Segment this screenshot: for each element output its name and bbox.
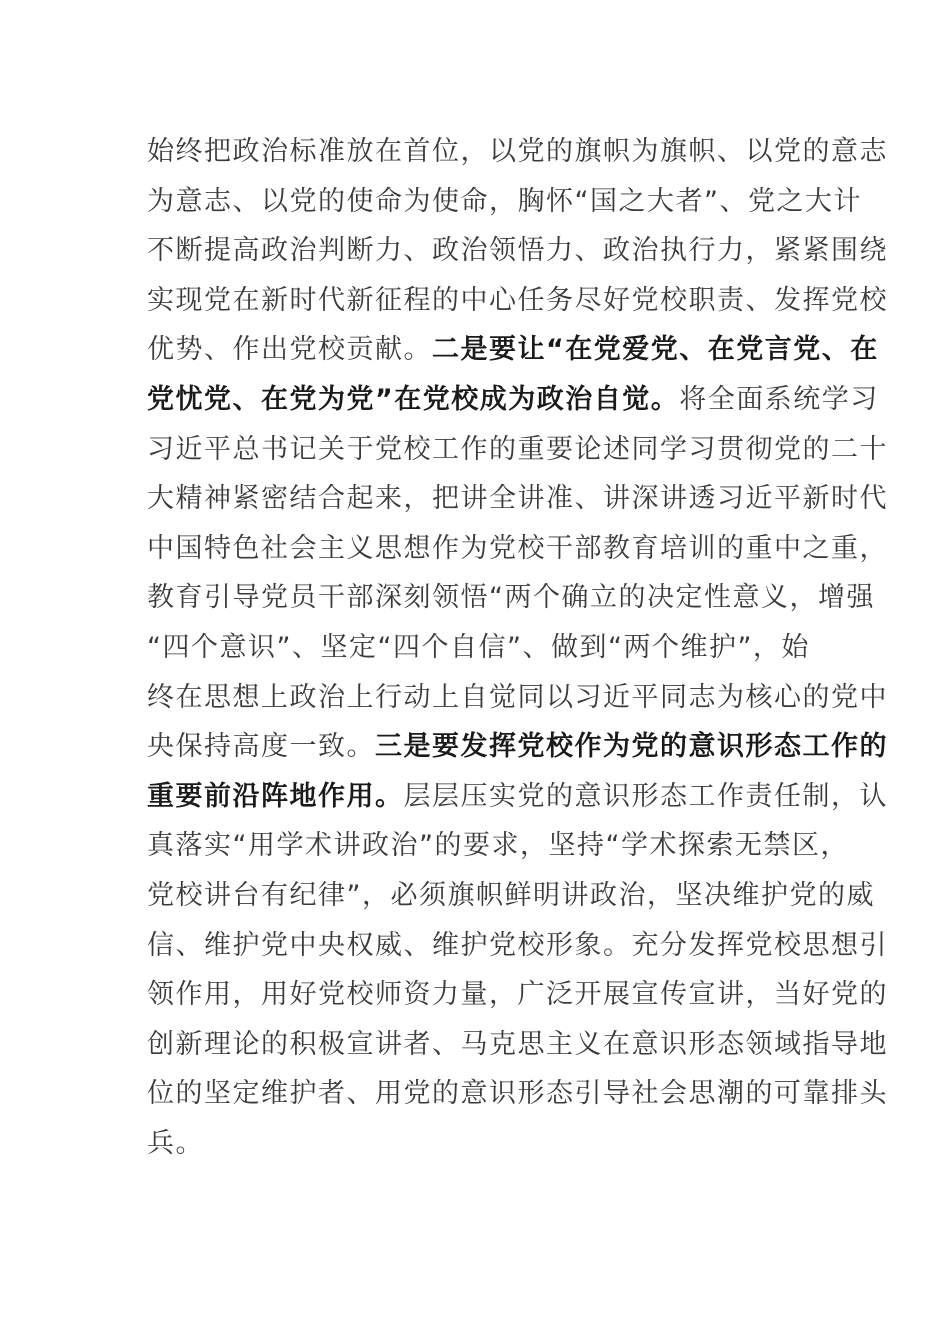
text-line [147, 524, 888, 574]
body-text: 真落实“用学术讲政治”的要求，坚持“学术探索无禁区， [147, 830, 849, 862]
text-line [147, 1069, 888, 1119]
text-line [147, 425, 888, 475]
bold-heading-text: 重要前沿阵地作用。 [147, 780, 404, 812]
bold-heading-text: 二是要让“在党爱党、在党言党、在 [432, 334, 879, 366]
text-line [147, 1119, 809, 1169]
body-text: 为意志、以党的使命为使命，胸怀“国之大者”、党之大计 [147, 185, 862, 217]
body-text: 位的坚定维护者、用党的意识形态引导社会思潮的可靠排头 [147, 1078, 888, 1110]
text-line [147, 871, 875, 921]
body-text: 教育引导党员干部深刻领悟“两个确立的决定性意义，增强 [147, 582, 875, 614]
text-line [147, 177, 862, 227]
text-line [147, 722, 888, 772]
body-text: 央保持高度一致。 [147, 731, 375, 763]
text-line [147, 375, 879, 425]
text-line [147, 673, 888, 723]
bold-heading-text: 三是要发挥党校作为党的意识形态工作的 [375, 731, 888, 763]
text-line [147, 623, 809, 673]
body-text: 始终把政治标准放在首位，以党的旗帜为旗帜、以党的意志 [147, 136, 888, 167]
text-line [147, 325, 879, 375]
text-line [147, 474, 888, 524]
text-line [147, 1020, 888, 1070]
body-text: 兵。 [147, 1127, 204, 1159]
text-line [147, 276, 888, 326]
body-text: 大精神紧密结合起来，把讲全讲准、讲深讲透习近平新时代 [147, 483, 888, 515]
body-text: 党校讲台有纪律”，必须旗帜鲜明讲政治，坚决维护党的威 [147, 879, 875, 911]
body-text: 终在思想上政治上行动上自觉同以习近平同志为核心的党中 [147, 681, 888, 713]
text-line [147, 573, 875, 623]
body-text: 优势、作出党校贡献。 [147, 334, 432, 366]
body-text: 领作用，用好党校师资力量，广泛开展宣传宣讲，当好党的 [147, 979, 888, 1011]
body-text: 实现党在新时代新征程的中心任务尽好党校职责、发挥党校 [147, 284, 888, 316]
text-line [147, 772, 888, 822]
bold-heading-text: 党忧党、在党为党”在党校成为政治自觉。 [147, 383, 680, 415]
body-text: “四个意识”、坚定“四个自信”、做到“两个维护”，始 [147, 631, 810, 663]
body-paragraph [147, 127, 888, 1168]
text-line [147, 127, 888, 177]
body-text: 不断提高政治判断力、政治领悟力、政治执行力，紧紧围绕 [147, 235, 888, 267]
body-text: 习近平总书记关于党校工作的重要论述同学习贯彻党的二十 [147, 433, 888, 465]
body-text: 将全面系统学习 [679, 383, 879, 415]
text-line [147, 970, 888, 1020]
body-text: 创新理论的积极宣讲者、马克思主义在意识形态领域指导地 [147, 1028, 888, 1060]
body-text: 中国特色社会主义思想作为党校干部教育培训的重中之重， [147, 532, 888, 564]
text-line [147, 921, 888, 971]
body-text: 层层压实党的意识形态工作责任制，认 [403, 780, 888, 812]
text-line [147, 821, 849, 871]
text-line [147, 226, 888, 276]
body-text: 信、维护党中央权威、维护党校形象。充分发挥党校思想引 [147, 929, 888, 961]
